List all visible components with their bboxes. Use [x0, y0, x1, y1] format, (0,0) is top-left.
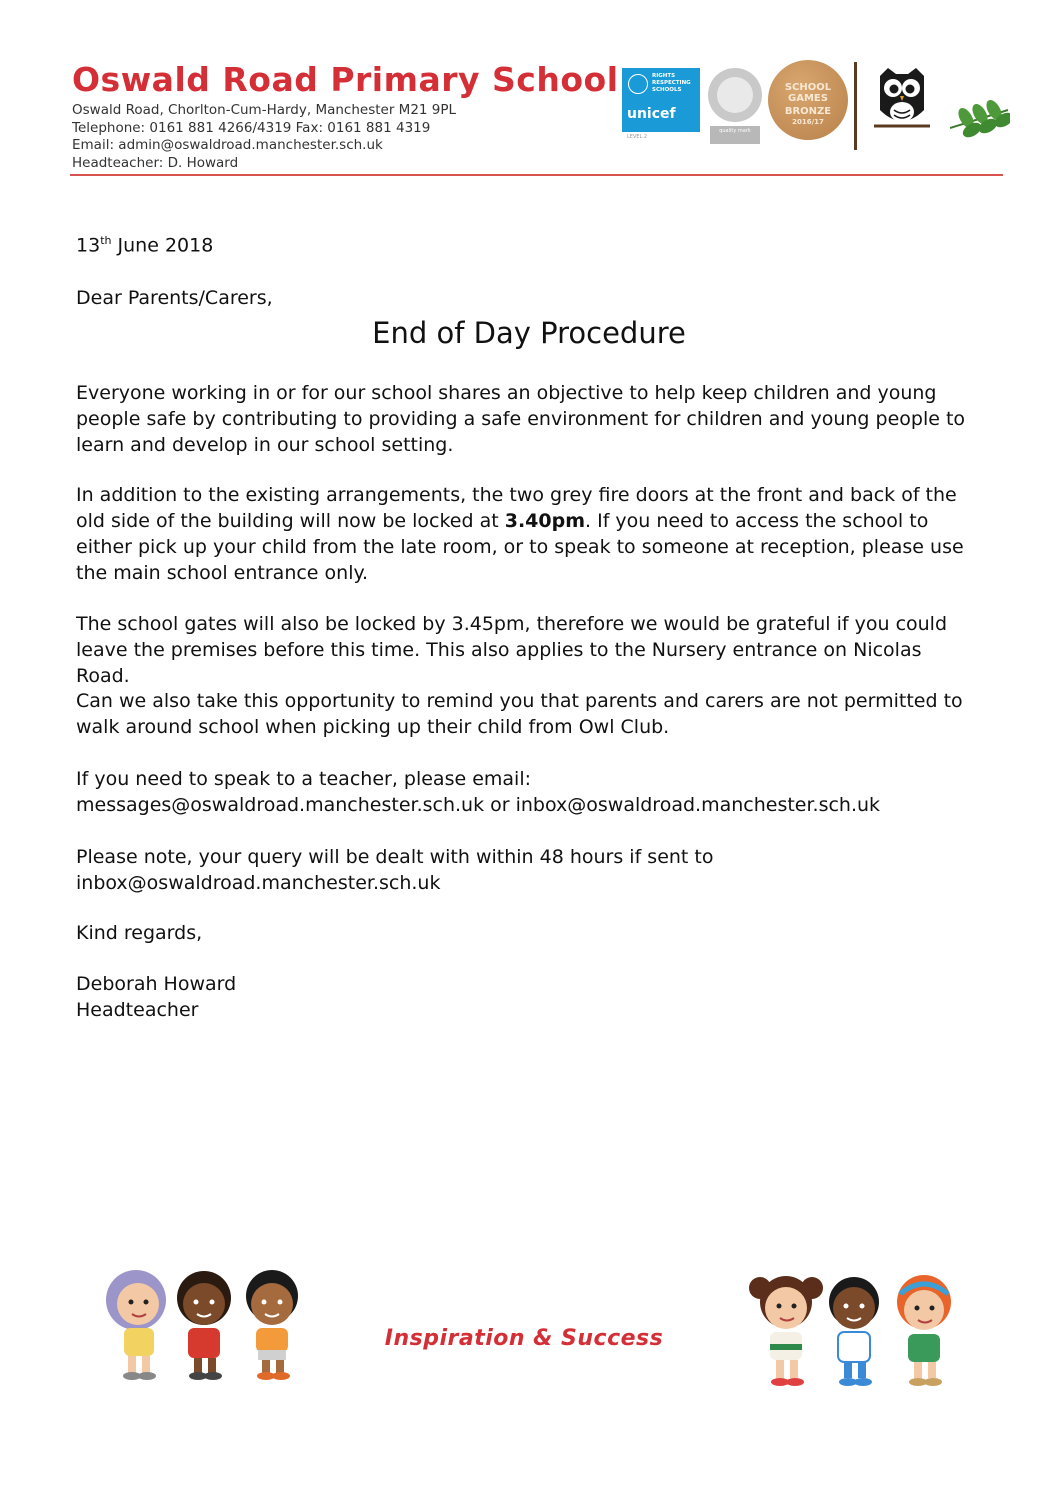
figures-icon: [717, 77, 753, 113]
p2-text-before: In addition to the existing arrangements, the two grey fire doors at the front and back of the old side of the building will now be locked at: [76, 484, 957, 532]
school-email: Email: admin@oswaldroad.manchester.sch.uk: [72, 137, 383, 153]
paragraph-contact-teacher: [76, 766, 981, 818]
quality-mark-logo: [708, 68, 762, 122]
games-award: BRONZE: [784, 106, 832, 117]
salutation: Dear Parents/Carers,: [76, 287, 273, 309]
letter-date: [76, 234, 213, 256]
school-headteacher: Headteacher: D. Howard: [72, 155, 239, 171]
signature-role: Headteacher: [76, 999, 199, 1021]
children-illustration-right: [744, 1266, 966, 1390]
signature-name: Deborah Howard: [76, 973, 237, 995]
paragraph-school-gates: The school gates will also be locked by 3.45pm, therefore we would be grateful if you could leave the premises before this time. This also applies to the Nursery entrance on Nicolas Road.: [76, 613, 948, 687]
globe-icon: [628, 74, 648, 94]
school-motto: Inspiration & Success: [384, 1326, 664, 1351]
letter-title: End of Day Procedure: [372, 316, 686, 350]
paragraph-query-response: [76, 844, 981, 896]
lock-time: 3.40pm: [504, 510, 586, 532]
date-suffix: th: [100, 234, 112, 247]
p6-line1: Please note, your query will be dealt with within 48 hours if sent to: [76, 846, 714, 868]
branch-icon: [854, 62, 857, 150]
p5-line1: If you need to speak to a teacher, please email:: [76, 768, 531, 790]
school-games-bronze-logo: [768, 60, 848, 140]
date-day: 13: [76, 234, 101, 257]
school-address: Oswald Road, Chorlton-Cum-Hardy, Manchester M21 9PL: [72, 102, 457, 118]
unicef-level: LEVEL 2: [627, 134, 648, 140]
leaves-icon: [950, 98, 1010, 138]
header-divider: [70, 174, 1003, 176]
letterhead: [70, 60, 1005, 178]
school-phone: Telephone: 0161 881 4266/4319 Fax: 0161 881 4319: [72, 120, 431, 136]
closing: Kind regards,: [76, 922, 203, 944]
paragraph-owl-club: Can we also take this opportunity to remind you that parents and carers are not permitted to walk around school when picking up their child from Owl Club.: [76, 690, 963, 738]
quality-mark-tag: quality mark: [710, 126, 760, 144]
children-illustration-left: [96, 1262, 312, 1384]
paragraph-safeguarding: Everyone working in or for our school shares an objective to help keep children and young people safe by contributing to providing a safe environment for children and young people to learn and develop in our school setting.: [76, 382, 966, 456]
games-line2: GAMES: [788, 93, 828, 104]
school-name: Oswald Road Primary School: [72, 60, 619, 99]
p5-emails: messages@oswaldroad.manchester.sch.uk or inbox@oswaldroad.manchester.sch.uk: [76, 794, 881, 816]
games-year: 2016/17: [792, 118, 824, 126]
paragraph-fire-doors: [76, 482, 981, 586]
date-rest: June 2018: [111, 234, 214, 257]
p2-text-after: . If you need to access the school to either pick up your child from the late room, or to speak to someone at reception, please use the main school entrance only.: [76, 510, 964, 584]
p6-email: inbox@oswaldroad.manchester.sch.uk: [76, 872, 441, 894]
unicef-rights-respecting-logo: [622, 68, 700, 132]
owl-icon: [874, 66, 930, 130]
unicef-brand-text: unicef: [627, 106, 676, 122]
unicef-rrs-text: RIGHTS RESPECTING SCHOOLS: [652, 73, 691, 93]
games-line1: SCHOOL: [784, 82, 832, 93]
